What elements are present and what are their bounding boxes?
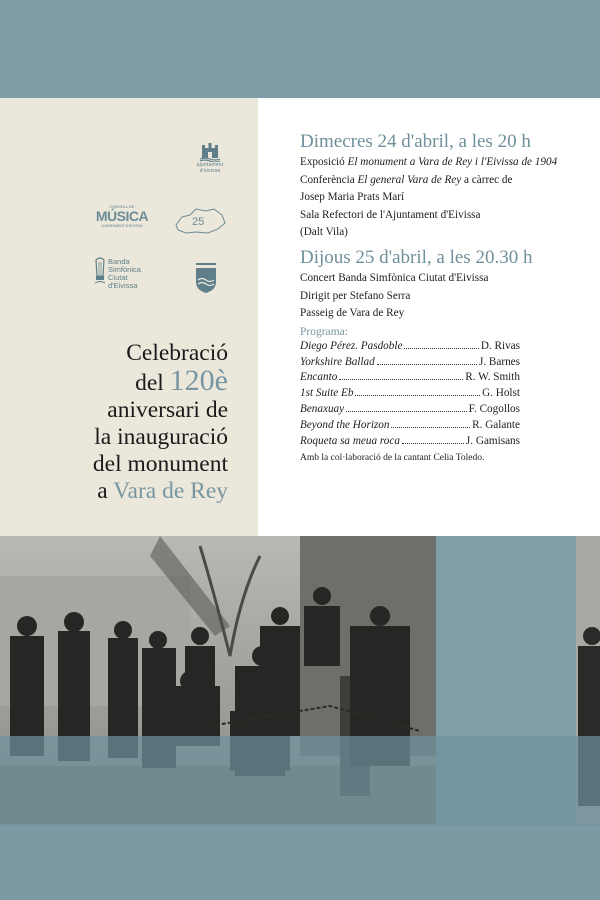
- banda-simfonica-logo: [94, 256, 156, 290]
- title-del: del: [135, 370, 170, 396]
- bottom-color-band: [0, 826, 600, 900]
- title-line-4: la inauguració: [94, 424, 228, 450]
- program-piece: Encanto: [300, 371, 338, 384]
- conf-label: Conferència: [300, 173, 358, 186]
- day1-heading: Dimecres 24 d'abril, a les 20 h: [300, 131, 531, 152]
- lyre-icon: [94, 256, 106, 286]
- page-title: [0, 340, 228, 505]
- ajuntament-logo-text: ajuntament d'eivissa: [196, 162, 224, 174]
- leader-dots: [377, 364, 477, 365]
- top-color-band: [0, 0, 600, 98]
- day1-speaker: Josep Maria Prats Marí: [300, 191, 405, 204]
- banda-line-3: Ciutat: [108, 273, 128, 282]
- castle-icon: [199, 142, 221, 162]
- day1-conferencia: [300, 172, 590, 190]
- program-composer: D. Rivas: [480, 339, 520, 352]
- program-piece: Beyond the Horizon: [300, 418, 390, 431]
- day1-venue: Sala Refectori de l'Ajuntament d'Eivissa: [300, 208, 481, 221]
- program-composer: G. Holst: [482, 387, 520, 400]
- program-item: [300, 339, 520, 355]
- day1-exposicio: [300, 154, 590, 172]
- title-120e: 120è: [169, 364, 228, 397]
- consell-musica-logo: [94, 204, 150, 229]
- island-outline-icon: [172, 205, 228, 237]
- program-piece: Benaxuay: [300, 402, 345, 415]
- program-piece: Yorkshire Ballad: [300, 355, 375, 368]
- program-item: [300, 434, 520, 450]
- program-composer: J. Gamisans: [465, 434, 520, 447]
- program-composer: R. Galante: [472, 418, 520, 431]
- day2-director: Dirigit per Stefano Serra: [300, 289, 411, 302]
- title-line-5: del monument: [92, 451, 228, 477]
- leader-dots: [402, 443, 464, 444]
- banda-line-1: Banda: [108, 257, 130, 266]
- event-details: [300, 130, 590, 465]
- leader-dots: [346, 411, 467, 412]
- program-composer: R. W. Smith: [465, 371, 520, 384]
- conf-title: El general Vara de Rey: [357, 173, 462, 186]
- program-item: [300, 418, 520, 434]
- program-composer: F. Cogollos: [468, 402, 520, 415]
- banda-line-2: Simfònica: [108, 265, 141, 274]
- day2-place: Passeig de Vara de Rey: [300, 307, 405, 320]
- banda-line-4: d'Eivissa: [108, 281, 138, 290]
- svg-text:25: 25: [192, 216, 205, 228]
- title-line-6: [0, 478, 228, 505]
- expo-title: El monument a Vara de Rey i l'Eivissa de 1904: [347, 156, 558, 168]
- anniversary-25-logo: [172, 205, 228, 237]
- title-vara-de-rey: Vara de Rey: [113, 478, 228, 504]
- day1-venue-2: (Dalt Vila): [300, 226, 348, 239]
- program-label: Programa:: [300, 325, 348, 338]
- leader-dots: [339, 379, 463, 380]
- program-piece: 1st Suite Eb: [300, 387, 354, 400]
- music-logo-sup: CONSELL DE: [109, 204, 135, 209]
- program-piece: Diego Pérez. Pasdoble: [300, 339, 403, 352]
- title-line-1: Celebració: [126, 340, 228, 366]
- shield-icon: [194, 262, 218, 294]
- music-logo-main: MÚSICA: [95, 208, 149, 224]
- program-item: [300, 355, 520, 371]
- program-composer: J. Barnes: [478, 355, 520, 368]
- title-line-2: [0, 364, 228, 397]
- conf-tail: a càrrec de: [461, 173, 513, 186]
- shield-logo: [194, 262, 218, 298]
- collaboration-note: Amb la col·laboració de la cantant Celia Toledo.: [300, 453, 485, 464]
- program-item: [300, 386, 520, 402]
- music-logo-sub: AJUNTAMENT D'EIVISSA: [101, 224, 143, 228]
- bottom-photo-overlay: [0, 736, 600, 826]
- leader-dots: [355, 395, 480, 396]
- program-item: [300, 402, 520, 418]
- expo-label: Exposició: [300, 156, 348, 168]
- leader-dots: [391, 427, 470, 428]
- title-a: a: [97, 478, 114, 504]
- program-piece: Roqueta sa meua roca: [300, 434, 400, 447]
- ajuntament-logo: [190, 142, 230, 174]
- leader-dots: [404, 348, 478, 349]
- day2-heading: Dijous 25 d'abril, a les 20.30 h: [300, 246, 533, 268]
- day2-concert: Concert Banda Simfònica Ciutat d'Eivissa: [300, 271, 489, 284]
- program-item: [300, 370, 520, 386]
- title-line-3: aniversari de: [107, 397, 228, 423]
